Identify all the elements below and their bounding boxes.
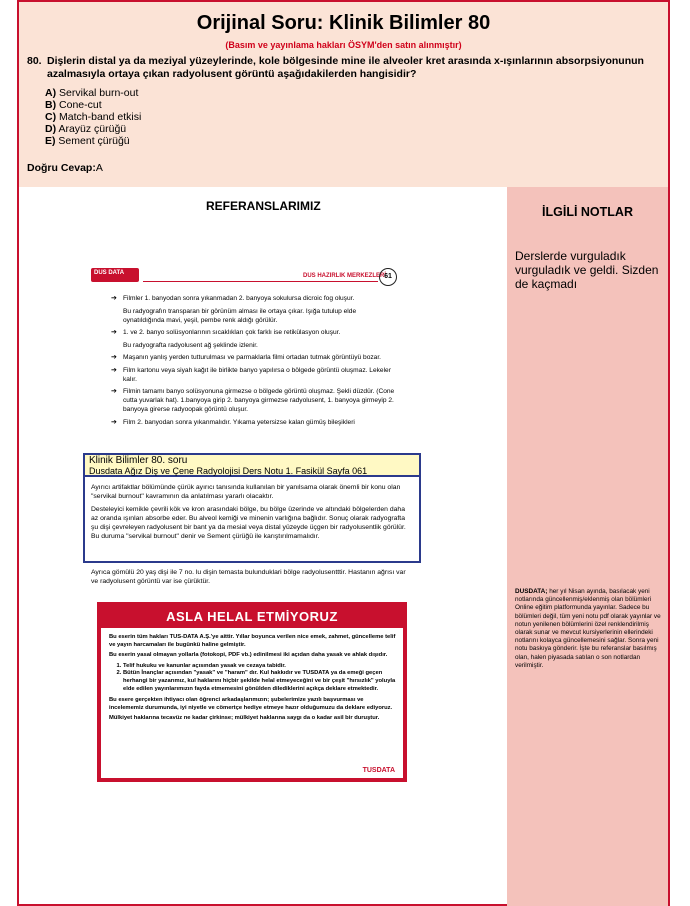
- reference-paragraph: Desteleyici kemikle çevrili kök ve kron arasındaki bölge, bu bölge üzerinde ve altındaki bölgelerden daha az oranda ışınları absorbe eder. Bu alveol kemiği ve minenin varlığına bağlıdır. Sonuç olarak radyografta şu dişi çevreleyen radyolusent bir bant ya da mesial veya distal yüzeyde üçgen bir radyolusentlik görülür. Bu duruma "servikal burnout" denir ve Sement çürüğü ile karıştırılmamalıdır.: [91, 506, 406, 540]
- answer-value: A: [95, 162, 103, 174]
- question-number: 80.: [27, 55, 42, 67]
- scan-bullet: Bu radyografın transparan bir görünüm alması ile ortaya çıkar. Işığa tutulup elde oynatıldığında mavi, yeşil, pembe renk aldığı görülür.: [123, 307, 357, 324]
- warning-item: 2. Bütün İnançlar açısından "yasak" ve "haram" dır. Kul hakkıdır ve TUSDATA ya da emeği geçen herhangi bir yazarımız, kul haklarını hiçbir şekilde helal etmeyeceğini ve bir çeşit "hırsızlık" yoluyla elde edilen yayınlarımızın fayda etmemesini gönülden dilediklerini açıkça deklare etmektedir.: [123, 670, 397, 693]
- reference-title: Klinik Bilimler 80. soru: [89, 455, 188, 466]
- warning-item: 1. Telif hukuku ve kanunlar açısından yasak ve cezaya tabidir.: [123, 663, 397, 671]
- reference-body: [91, 483, 411, 545]
- textbook-scan: [83, 264, 403, 459]
- option-letter: A): [45, 87, 57, 99]
- scan-header-rule: [143, 281, 378, 282]
- reference-source: Dusdata Ağız Diş ve Çene Radyolojisi Ders Notu 1. Fasikül Sayfa 061: [89, 466, 368, 476]
- scan-header-text: DUS HAZIRLIK MERKEZLERİ: [303, 273, 386, 279]
- scan-bullet: ➔ Film kartonu veya siyah kağıt ile birlikte banyo yapılırsa o bölgede görüntü oluşmaz. Lekeler kalır.: [113, 366, 398, 384]
- question-section: [19, 2, 668, 187]
- warning-body: [109, 634, 397, 726]
- warning-paragraph: Mülkiyet haklarına tecavüz ne kadar çirkinse; mülkiyet haklarına saygı da o kadar asil bir duruştur.: [109, 715, 380, 722]
- answer-label: Doğru Cevap:: [27, 162, 96, 174]
- dusdata-note: [515, 588, 665, 670]
- option-letter: E): [45, 135, 56, 147]
- scan-bullet-list: [113, 294, 398, 430]
- warning-list: [109, 663, 397, 693]
- option-e: [45, 135, 141, 147]
- references-title: REFERANSLARIMIZ: [206, 199, 321, 213]
- option-text: Arayüz çürüğü: [58, 123, 127, 135]
- warning-paragraph: Bu eserin yasal olmayan yollarla (fotokopi, PDF vb.) edinilmesi iki açıdan daha yasak ve ahlak dışıdır.: [109, 652, 388, 659]
- option-letter: D): [45, 123, 57, 135]
- page-frame: [17, 0, 670, 906]
- scan-bullet: ➔ Filmin tamamı banyo solüsyonuna girmezse o bölgede görüntü oluşmaz. Şekli düzdür. (Cone cutta yuvarlak hat). 1.banyoya girip 2. banyoya girmezse radyolusent, 1. banyoya girmeyip 2. banyoya girerse radyoopak görüntü oluşur.: [113, 387, 398, 414]
- question-text: Dişlerin distal ya da meziyal yüzeylerinde, kole bölgesinde mine ile alveoler kret arasında x-ışınlarının absorpsiyonunun azalmasıyla ortaya çıkan radyolusent görüntü aşağıdakilerden hangisidir?: [47, 55, 644, 80]
- option-text: Cone-cut: [59, 99, 102, 111]
- dusdata-logo: DUS DATA: [91, 268, 139, 282]
- scan-bullet: Bu radyografta radyolusent ağ şeklinde izlenir.: [123, 341, 258, 349]
- notes-title: İLGİLİ NOTLAR: [542, 205, 633, 219]
- reference-followup: Ayrıca gömülü 20 yaş dişi ile 7 no. lu dişin temasta bulunduklari bölge radyolusentttir. Hastanın ağrısı var ve radyolusent görüntü var ise çürüktür.: [91, 569, 406, 585]
- reference-box-header: [85, 455, 419, 477]
- notes-panel: [507, 187, 668, 906]
- option-b: [45, 99, 141, 111]
- scan-page-number: 61: [379, 268, 397, 286]
- option-list: [45, 87, 141, 147]
- option-text: Servikal burn-out: [59, 87, 139, 99]
- warning-signature: TUSDATA: [362, 767, 395, 774]
- warning-paragraph: Bu esere gerçekten ihtiyacı olan öğrenci arkadaşlarımızın; şubelerimize yazılı başvurması ve incelememiz durumunda, iyi niyetle ve cömertçe hediye etmeye hazır olduğumuzu da deklare ediyoruz.: [109, 697, 393, 711]
- scan-bullet: ➔ 1. ve 2. banyo solüsyonlarının sıcaklıkları çok farklı ise retikülasyon oluşur.: [113, 328, 398, 337]
- scan-bullet: ➔ Filmler 1. banyodan sonra yıkanmadan 2. banyoya sokulursa dicroic fog oluşur.: [113, 294, 398, 303]
- option-d: [45, 123, 141, 135]
- option-c: [45, 111, 141, 123]
- option-text: Sement çürüğü: [58, 135, 130, 147]
- scan-bullet: ➔ Maşanın yanlış yerden tutturulması ve parmaklarla filmi ortadan tutmak görüntüyü bozar.: [113, 353, 398, 362]
- option-a: [45, 87, 141, 99]
- correct-answer: [27, 162, 103, 174]
- reference-paragraph: Ayırıcı artifaktlar bölümünde çürük ayırıcı tanısında kullanılan bir yanılsama olarak önemli bir konu olan "servikal burnout" kavramının da anlatılması yararlı olacaktır.: [91, 484, 401, 500]
- scan-header: [83, 268, 403, 288]
- notes-text: Derslerde vurguladık vurguladık ve geldi. Sizden de kaçmadı: [515, 249, 659, 291]
- dusdata-text: her yıl Nisan ayında, basılacak yeni notlarında güncellenmiş/eklenmiş olan bölümleri Online eğitim platformunda yayınlar. Sadece bu bölümleri değil, tüm yeni notu pdf olarak yayınlar ve notun yenilenen bölümlerini özel renklendirilmiş olarak sunar ve mevcut kursiyerlerinin ellerindeki notlarını kolayca güncellemesini sağlar. Sonra yeni notu baskıya gönderir. İşte bu referanslar basılmış olan, halen piyasada satılan o son notlardan verilmiştir.: [515, 588, 661, 669]
- copyright-warning-box: [97, 602, 407, 782]
- option-text: Match-band etkisi: [59, 111, 142, 123]
- option-letter: B): [45, 99, 57, 111]
- page-title: Orijinal Soru: Klinik Bilimler 80: [196, 12, 491, 34]
- dusdata-label: DUSDATA;: [515, 588, 548, 595]
- copyright-note: (Basım ve yayınlama hakları ÖSYM'den satın alınmıştır): [225, 40, 462, 50]
- scan-bullet: ➔ Film 2. banyodan sonra yıkanmalıdır. Yıkama yetersizse kalan gümüş bileşikleri: [113, 418, 398, 427]
- question-stem: [27, 55, 657, 81]
- reference-box: [83, 453, 421, 563]
- warning-paragraph: Bu eserin tüm hakları TUS-DATA A.Ş.'ye aittir. Yıllar boyunca verilen nice emek, zahmet, güncelleme telif ve yayın harcamaları ile bugünkü haline gelmiştir.: [109, 634, 396, 648]
- option-letter: C): [45, 111, 57, 123]
- warning-title: ASLA HELAL ETMİYORUZ: [101, 606, 403, 628]
